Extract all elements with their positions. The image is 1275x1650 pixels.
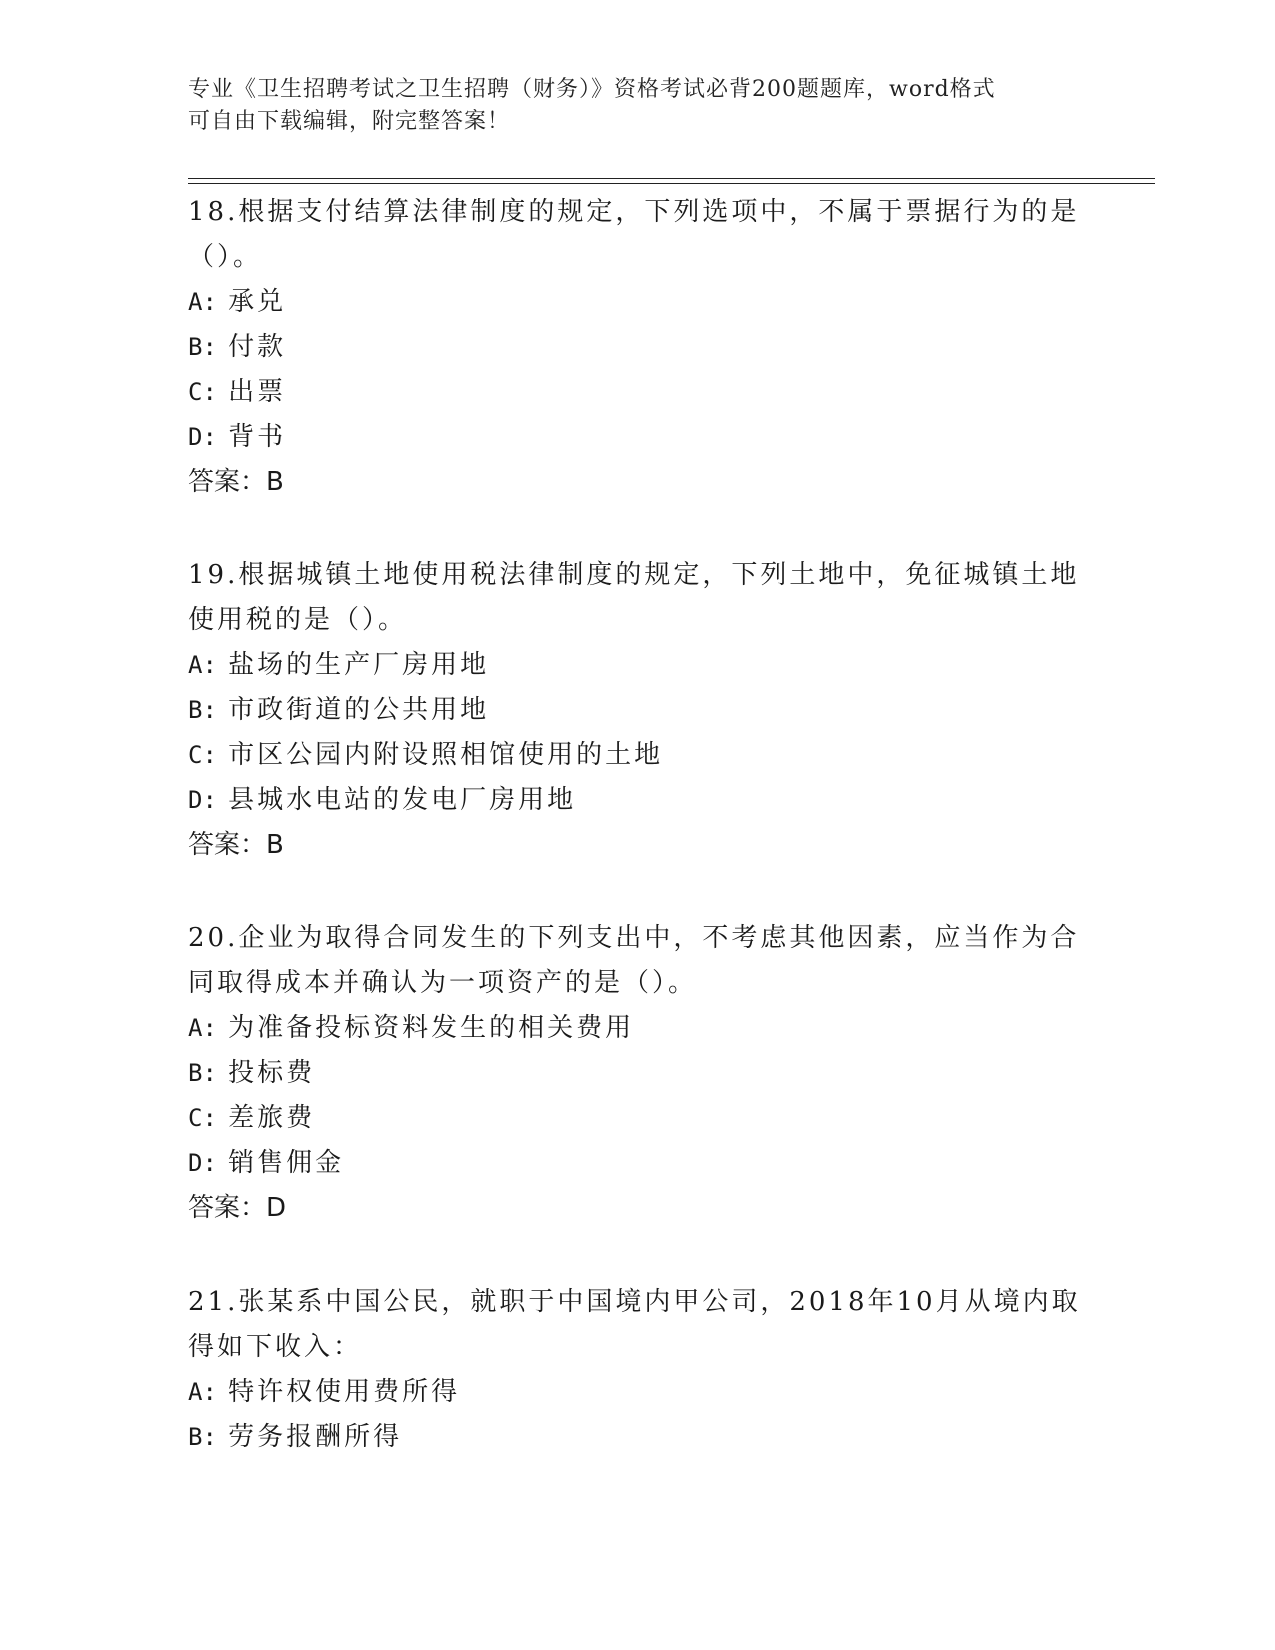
question-stem-line: 18.根据支付结算法律制度的规定，下列选项中，不属于票据行为的是 — [188, 197, 1080, 227]
option-a — [188, 643, 1088, 688]
option-text: 差旅费 — [228, 1103, 316, 1133]
option-letter: A: — [188, 651, 217, 679]
question-21 — [188, 1280, 1088, 1460]
option-d — [188, 415, 1088, 460]
answer-line: 答案：B — [188, 467, 284, 497]
question-stem-line: 20.企业为取得合同发生的下列支出中，不考虑其他因素，应当作为合 — [188, 923, 1080, 953]
option-text: 市政街道的公共用地 — [228, 695, 490, 725]
answer-line: 答案：D — [188, 1193, 287, 1223]
option-letter: D: — [188, 1149, 217, 1177]
question-stem-line: （）。 — [188, 242, 263, 272]
option-text: 付款 — [228, 332, 287, 362]
question-stem-line: 同取得成本并确认为一项资产的是（）。 — [188, 968, 698, 998]
option-b — [188, 688, 1088, 733]
header-line-2: 可自由下载编辑，附完整答案！ — [188, 109, 511, 134]
question-stem — [188, 916, 1088, 1006]
option-text: 销售佣金 — [228, 1148, 345, 1178]
header-divider-top — [188, 178, 1155, 179]
option-text: 特许权使用费所得 — [228, 1377, 461, 1407]
option-a — [188, 1370, 1088, 1415]
option-letter: A: — [188, 1378, 217, 1406]
option-text: 劳务报酬所得 — [228, 1422, 403, 1452]
option-letter: A: — [188, 288, 217, 316]
question-stem — [188, 1280, 1088, 1370]
question-stem-line: 使用税的是（）。 — [188, 605, 408, 635]
option-text: 县城水电站的发电厂房用地 — [228, 785, 577, 815]
option-text: 承兑 — [228, 287, 287, 317]
option-d — [188, 778, 1088, 823]
option-letter: B: — [188, 1423, 217, 1451]
option-c — [188, 370, 1088, 415]
option-d — [188, 1141, 1088, 1186]
question-18 — [188, 190, 1088, 505]
question-stem-line: 得如下收入： — [188, 1332, 363, 1362]
option-letter: C: — [188, 378, 217, 406]
question-stem — [188, 553, 1088, 643]
option-text: 投标费 — [228, 1058, 316, 1088]
document-header — [188, 74, 1088, 138]
option-letter: D: — [188, 786, 217, 814]
option-b — [188, 1415, 1088, 1460]
option-b — [188, 325, 1088, 370]
option-letter: A: — [188, 1014, 217, 1042]
option-letter: B: — [188, 1059, 217, 1087]
option-c — [188, 1096, 1088, 1141]
question-19 — [188, 553, 1088, 868]
option-letter: C: — [188, 1104, 217, 1132]
question-stem-line: 21.张某系中国公民，就职于中国境内甲公司，2018年10月从境内取 — [188, 1287, 1081, 1317]
option-a — [188, 1006, 1088, 1051]
option-letter: C: — [188, 741, 217, 769]
option-text: 盐场的生产厂房用地 — [228, 650, 490, 680]
option-text: 出票 — [228, 377, 287, 407]
header-divider-bottom — [188, 183, 1155, 184]
question-20 — [188, 916, 1088, 1231]
option-c — [188, 733, 1088, 778]
option-letter: B: — [188, 696, 217, 724]
answer-line: 答案：B — [188, 830, 284, 860]
option-text: 市区公园内附设照相馆使用的土地 — [228, 740, 664, 770]
option-letter: B: — [188, 333, 217, 361]
question-stem — [188, 190, 1088, 280]
option-text: 背书 — [228, 422, 287, 452]
header-line-1: 专业《卫生招聘考试之卫生招聘（财务）》资格考试必背200题题库，word格式 — [188, 77, 996, 102]
option-letter: D: — [188, 423, 217, 451]
option-a — [188, 280, 1088, 325]
question-stem-line: 19.根据城镇土地使用税法律制度的规定，下列土地中，免征城镇土地 — [188, 560, 1080, 590]
option-text: 为准备投标资料发生的相关费用 — [228, 1013, 635, 1043]
option-b — [188, 1051, 1088, 1096]
